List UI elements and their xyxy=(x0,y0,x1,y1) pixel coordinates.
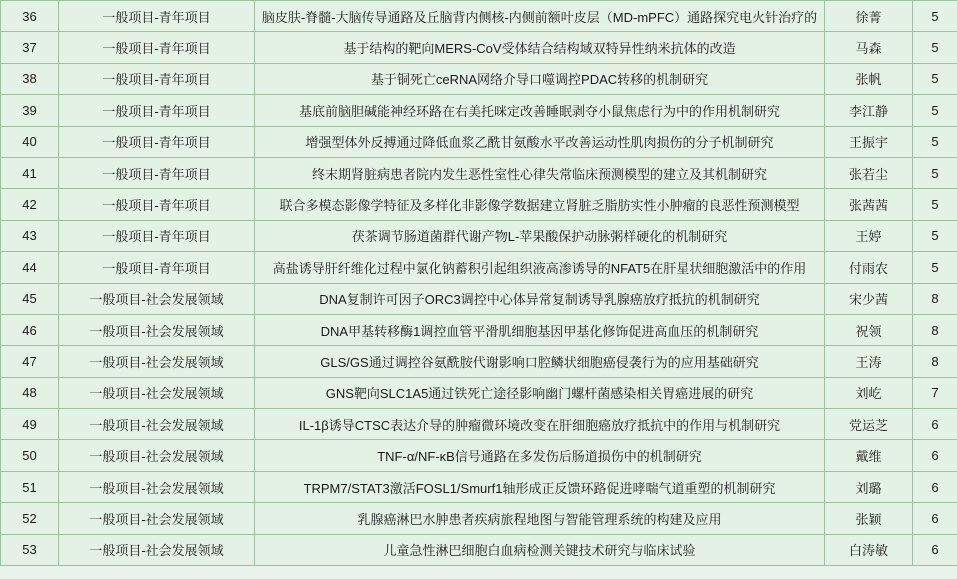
cell-index[interactable]: 38 xyxy=(1,63,59,94)
cell-index[interactable]: 51 xyxy=(1,471,59,502)
cell-amount[interactable]: 8 xyxy=(913,283,957,314)
cell-category[interactable]: 一般项目-社会发展领域 xyxy=(59,314,255,345)
table-row[interactable] xyxy=(1,32,957,63)
cell-amount[interactable]: 8 xyxy=(913,346,957,377)
cell-title[interactable] xyxy=(255,503,825,534)
cell-category[interactable]: 一般项目-社会发展领域 xyxy=(59,377,255,408)
table-row[interactable] xyxy=(1,346,957,377)
cell-person[interactable]: 戴维 xyxy=(825,440,913,471)
cell-index[interactable]: 48 xyxy=(1,377,59,408)
cell-person[interactable]: 刘璐 xyxy=(825,471,913,502)
cell-title[interactable] xyxy=(255,126,825,157)
table-row[interactable] xyxy=(1,95,957,126)
cell-title-text: DNA甲基转移酶1调控血管平滑肌细胞基因甲基化修饰促进高血压的机制研究 xyxy=(320,323,759,339)
cell-index[interactable]: 47 xyxy=(1,346,59,377)
table-row[interactable] xyxy=(1,377,957,408)
cell-title-text: 儿童急性淋巴细胞白血病检测关键技术研究与临床试验 xyxy=(383,543,696,559)
cell-category[interactable]: 一般项目-社会发展领域 xyxy=(59,503,255,534)
cell-index[interactable]: 49 xyxy=(1,409,59,440)
cell-index[interactable]: 36 xyxy=(1,1,59,32)
cell-person[interactable]: 付雨农 xyxy=(825,252,913,283)
cell-category[interactable]: 一般项目-青年项目 xyxy=(59,63,255,94)
table-row[interactable] xyxy=(1,314,957,345)
cell-title[interactable] xyxy=(255,252,825,283)
cell-title-text: GLS/GS通过调控谷氨酰胺代谢影响口腔鳞状细胞癌侵袭行为的应用基础研究 xyxy=(320,354,759,370)
cell-person[interactable]: 白涛敏 xyxy=(825,534,913,565)
cell-category[interactable]: 一般项目-青年项目 xyxy=(59,252,255,283)
cell-title[interactable] xyxy=(255,1,825,32)
table-row[interactable] xyxy=(1,189,957,220)
cell-category[interactable]: 一般项目-青年项目 xyxy=(59,1,255,32)
cell-title[interactable] xyxy=(255,189,825,220)
cell-amount[interactable]: 5 xyxy=(913,189,957,220)
cell-title[interactable] xyxy=(255,440,825,471)
cell-index[interactable]: 40 xyxy=(1,126,59,157)
table-row[interactable] xyxy=(1,534,957,565)
table-row[interactable] xyxy=(1,157,957,188)
cell-title-text: IL-1β诱导CTSC表达介导的肿瘤微环境改变在肝细胞癌放疗抵抗中的作用与机制研究 xyxy=(298,417,781,433)
cell-category[interactable]: 一般项目-青年项目 xyxy=(59,157,255,188)
cell-amount[interactable]: 6 xyxy=(913,440,957,471)
cell-amount[interactable]: 5 xyxy=(913,220,957,251)
cell-amount[interactable]: 5 xyxy=(913,32,957,63)
cell-index[interactable]: 45 xyxy=(1,283,59,314)
cell-title-text: 联合多模态影像学特征及多样化非影像学数据建立肾脏乏脂肪实性小肿瘤的良恶性预测模型 xyxy=(279,198,800,214)
cell-title-text: 基底前脑胆碱能神经环路在右美托咪定改善睡眠剥夺小鼠焦虑行为中的作用机制研究 xyxy=(298,103,780,119)
table-row[interactable] xyxy=(1,409,957,440)
cell-title[interactable] xyxy=(255,283,825,314)
cell-category[interactable]: 一般项目-社会发展领域 xyxy=(59,346,255,377)
cell-title[interactable] xyxy=(255,377,825,408)
cell-title[interactable] xyxy=(255,63,825,94)
cell-title[interactable] xyxy=(255,95,825,126)
cell-category[interactable]: 一般项目-社会发展领域 xyxy=(59,534,255,565)
cell-person[interactable]: 王婷 xyxy=(825,220,913,251)
cell-category[interactable]: 一般项目-社会发展领域 xyxy=(59,440,255,471)
cell-index[interactable]: 50 xyxy=(1,440,59,471)
cell-title[interactable] xyxy=(255,346,825,377)
cell-title-text: 高盐诱导肝纤维化过程中氯化钠蓄积引起组织液高渗诱导的NFAT5在肝星状细胞激活中的作用 xyxy=(272,260,807,276)
cell-person[interactable]: 徐菁 xyxy=(825,1,913,32)
cell-title-text: GNS靶向SLC1A5通过铁死亡途径影响幽门螺杆菌感染相关胃癌进展的研究 xyxy=(325,386,754,402)
cell-amount[interactable]: 6 xyxy=(913,503,957,534)
cell-title-text: TRPM7/STAT3激活FOSL1/Smurf1轴形成正反馈环路促进哮喘气道重塑的机制研究 xyxy=(303,480,776,496)
cell-index[interactable]: 43 xyxy=(1,220,59,251)
cell-index[interactable]: 46 xyxy=(1,314,59,345)
table-row[interactable] xyxy=(1,126,957,157)
cell-title[interactable] xyxy=(255,32,825,63)
table-row[interactable] xyxy=(1,283,957,314)
table-body xyxy=(1,1,957,566)
cell-amount[interactable]: 5 xyxy=(913,63,957,94)
cell-title-text: 基于结构的靶向MERS-CoV受体结合结构域双特异性纳米抗体的改造 xyxy=(343,41,736,57)
cell-category[interactable]: 一般项目-青年项目 xyxy=(59,220,255,251)
cell-category[interactable]: 一般项目-社会发展领域 xyxy=(59,283,255,314)
cell-category[interactable]: 一般项目-青年项目 xyxy=(59,189,255,220)
cell-title[interactable] xyxy=(255,471,825,502)
cell-index[interactable]: 44 xyxy=(1,252,59,283)
cell-person[interactable]: 李江静 xyxy=(825,95,913,126)
cell-category[interactable]: 一般项目-社会发展领域 xyxy=(59,471,255,502)
cell-title-text: 茯茶调节肠道菌群代谢产物L-苹果酸保护动脉粥样硬化的机制研究 xyxy=(351,229,728,245)
cell-amount[interactable]: 8 xyxy=(913,314,957,345)
cell-amount[interactable]: 5 xyxy=(913,1,957,32)
table-row[interactable] xyxy=(1,440,957,471)
cell-title-text: 基于铜死亡ceRNA网络介导口噬调控PDAC转移的机制研究 xyxy=(370,72,709,88)
cell-amount[interactable]: 5 xyxy=(913,157,957,188)
cell-title-text: 脑皮肤-脊髓-大脑传导通路及丘脑背内侧核-内侧前额叶皮层（MD-mPFC）通路探究电火针治疗的 xyxy=(261,9,818,25)
cell-category[interactable]: 一般项目-青年项目 xyxy=(59,126,255,157)
cell-person[interactable]: 马森 xyxy=(825,32,913,63)
cell-title[interactable] xyxy=(255,220,825,251)
cell-title-text: 增强型体外反搏通过降低血浆乙酰甘氨酸水平改善运动性肌肉损伤的分子机制研究 xyxy=(305,135,774,151)
cell-title[interactable] xyxy=(255,409,825,440)
cell-amount[interactable]: 5 xyxy=(913,252,957,283)
cell-person[interactable]: 祝领 xyxy=(825,314,913,345)
cell-person[interactable]: 王涛 xyxy=(825,346,913,377)
table-row[interactable] xyxy=(1,63,957,94)
cell-amount[interactable]: 6 xyxy=(913,471,957,502)
table-row[interactable] xyxy=(1,503,957,534)
cell-person[interactable]: 张颖 xyxy=(825,503,913,534)
cell-title-text: 乳腺癌淋巴水肿患者疾病旅程地图与智能管理系统的构建及应用 xyxy=(357,511,722,527)
table-row[interactable] xyxy=(1,471,957,502)
cell-amount[interactable]: 5 xyxy=(913,95,957,126)
cell-index[interactable]: 42 xyxy=(1,189,59,220)
cell-person[interactable]: 宋少茜 xyxy=(825,283,913,314)
cell-amount[interactable]: 5 xyxy=(913,126,957,157)
cell-person[interactable]: 王振宇 xyxy=(825,126,913,157)
cell-person[interactable]: 党运芝 xyxy=(825,409,913,440)
cell-category[interactable]: 一般项目-社会发展领域 xyxy=(59,409,255,440)
cell-index[interactable]: 52 xyxy=(1,503,59,534)
cell-title[interactable] xyxy=(255,534,825,565)
cell-index[interactable]: 53 xyxy=(1,534,59,565)
cell-category[interactable]: 一般项目-青年项目 xyxy=(59,32,255,63)
cell-index[interactable]: 39 xyxy=(1,95,59,126)
cell-index[interactable]: 41 xyxy=(1,157,59,188)
cell-person[interactable]: 刘屹 xyxy=(825,377,913,408)
cell-amount[interactable]: 6 xyxy=(913,409,957,440)
cell-index[interactable]: 37 xyxy=(1,32,59,63)
cell-person[interactable]: 张帆 xyxy=(825,63,913,94)
cell-title[interactable] xyxy=(255,314,825,345)
cell-person[interactable]: 张茜茜 xyxy=(825,189,913,220)
table-row[interactable] xyxy=(1,220,957,251)
cell-title-text: DNA复制许可因子ORC3调控中心体异常复制诱导乳腺癌放疗抵抗的机制研究 xyxy=(319,292,760,308)
table-row[interactable] xyxy=(1,1,957,32)
cell-title-text: 终末期肾脏病患者院内发生恶性室性心律失常临床预测模型的建立及其机制研究 xyxy=(311,166,767,182)
cell-title[interactable] xyxy=(255,157,825,188)
cell-amount[interactable]: 7 xyxy=(913,377,957,408)
cell-person[interactable]: 张若尘 xyxy=(825,157,913,188)
cell-amount[interactable]: 6 xyxy=(913,534,957,565)
table-row[interactable] xyxy=(1,252,957,283)
cell-category[interactable]: 一般项目-青年项目 xyxy=(59,95,255,126)
cell-title-text: TNF-α/NF-κB信号通路在多发伤后肠道损伤中的机制研究 xyxy=(377,449,702,465)
